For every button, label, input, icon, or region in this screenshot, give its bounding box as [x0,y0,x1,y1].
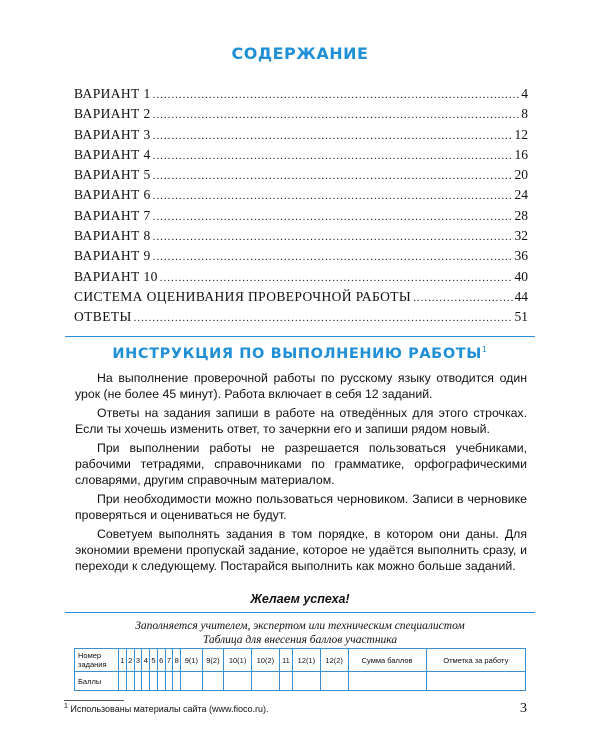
score-column-header: 10(1) [224,649,252,672]
toc-leader-dots [153,231,513,243]
toc-leader-dots [153,211,513,223]
score-note-line2: Таблица для внесения баллов участника [202,634,398,646]
toc-item-label: ВАРИАНТ 5 [74,167,151,183]
toc-item-page: 51 [514,309,528,325]
score-cell[interactable] [150,672,158,691]
score-cell[interactable] [173,672,181,691]
score-column-header: 4 [142,649,150,672]
toc-leader-dots [153,89,520,101]
score-cell[interactable] [126,672,134,691]
toc-item [74,309,528,329]
toc-item-label: СИСТЕМА ОЦЕНИВАНИЯ ПРОВЕРОЧНОЙ РАБОТЫ [74,288,412,304]
score-row-label: Баллы [75,672,119,691]
toc-item [74,106,528,126]
score-table-values-row [75,672,526,691]
score-column-header: 10(2) [251,649,279,672]
score-cell[interactable] [157,672,165,691]
toc-leader-dots [153,190,513,202]
instructions-footnote-mark: 1 [481,345,488,354]
table-of-contents [74,86,528,330]
instructions-title [0,345,600,362]
toc-item [74,289,528,309]
toc-leader-dots [160,272,513,284]
score-table-header-row [75,649,526,672]
footnote [64,703,269,714]
score-cell[interactable] [251,672,279,691]
toc-item-label: ВАРИАНТ 1 [74,86,151,101]
section-divider [65,612,535,613]
toc-title: СОДЕРЖАНИЕ [231,44,369,63]
instructions-paragraph: При выполнении работы не разрешается пользоваться учебниками, рабочими тетрадями, справочниками по грамматике, орфографическими словарями, другим справочным материалом. [75,441,527,487]
score-cell[interactable] [348,672,426,691]
score-cell[interactable] [165,672,173,691]
footnote-mark: 1 [64,703,68,710]
page-number: 3 [520,701,527,716]
score-column-header: 12(2) [320,649,348,672]
score-note [75,619,525,647]
toc-item-page: 24 [514,187,528,203]
toc-leader-dots [134,312,513,324]
toc-item-label: ВАРИАНТ 8 [74,228,151,244]
toc-item [74,147,528,167]
instructions-paragraph: При необходимости можно пользоваться черновиком. Записи в черновике проверяться и оцениваться не будут. [75,492,527,522]
toc-item [74,208,528,228]
score-column-header: 11 [279,649,292,672]
instructions-paragraph: Советуем выполнять задания в том порядке, в котором они даны. Для экономии времени пропускай задание, которое не удаётся выполнить сразу, и переходи к следующему. Постарайся выполнить как можно больше заданий. [75,527,527,573]
toc-item [74,228,528,248]
score-column-header: 8 [173,649,181,672]
toc-leader-dots [153,109,520,121]
score-table [74,648,526,691]
toc-item-label: ВАРИАНТ 6 [74,187,151,203]
score-column-header: 1 [119,649,127,672]
instructions-body [75,370,527,577]
instructions-title-text: ИНСТРУКЦИЯ ПО ВЫПОЛНЕНИЮ РАБОТЫ [112,345,482,362]
toc-leader-dots [153,170,513,182]
score-cell[interactable] [119,672,127,691]
toc-item-page: 4 [521,86,528,101]
score-cell[interactable] [224,672,252,691]
toc-item [74,86,528,106]
toc-item-page: 40 [514,268,528,284]
score-column-header: 7 [165,649,173,672]
score-cell[interactable] [320,672,348,691]
toc-item-label: ВАРИАНТ 3 [74,126,151,142]
toc-item-label: ВАРИАНТ 10 [74,268,158,284]
score-cell[interactable] [142,672,150,691]
toc-item [74,248,528,268]
toc-item-page: 20 [514,167,528,183]
score-column-header: 12(1) [292,649,320,672]
toc-item [74,187,528,207]
score-column-header: 3 [134,649,142,672]
instructions-paragraph: На выполнение проверочной работы по русскому языку отводится один урок (не более 45 минут). Работа включает в себя 12 заданий. [75,371,527,401]
instructions-paragraph: Ответы на задания запиши в работе на отведённых для этого строчках. Если ты хочешь изменить ответ, то зачеркни его и запиши рядом новый. [75,406,527,436]
toc-leader-dots [153,251,513,263]
footnote-rule [64,700,124,701]
toc-item-page: 8 [521,106,528,122]
toc-item-label: ВАРИАНТ 9 [74,248,151,264]
score-cell[interactable] [279,672,292,691]
toc-item-page: 44 [514,288,528,304]
score-column-header: 5 [150,649,158,672]
score-cell[interactable] [292,672,320,691]
toc-item-label: ОТВЕТЫ [74,309,132,325]
toc-item-label: ВАРИАНТ 2 [74,106,151,122]
toc-item-label: ВАРИАНТ 4 [74,146,151,162]
score-cell[interactable] [202,672,224,691]
score-column-header: 9(1) [181,649,203,672]
score-column-header: 2 [126,649,134,672]
score-cell[interactable] [134,672,142,691]
toc-item-label: ВАРИАНТ 7 [74,207,151,223]
score-column-header: Отметка за работу [426,649,525,672]
footnote-text: Использованы материалы сайта (www.fioco.ru). [70,704,269,714]
toc-item-page: 12 [514,126,528,142]
toc-item-page: 36 [514,248,528,264]
toc-item [74,167,528,187]
toc-leader-dots [153,150,513,162]
toc-leader-dots [153,130,513,142]
good-luck-text: Желаем успеха! [250,592,350,606]
score-column-header: 9(2) [202,649,224,672]
toc-item-page: 16 [514,146,528,162]
score-header-label: Номер задания [75,649,119,672]
score-column-header: Сумма баллов [348,649,426,672]
section-divider [65,336,535,337]
score-column-header: 6 [157,649,165,672]
toc-item-page: 32 [514,228,528,244]
score-cell[interactable] [181,672,203,691]
score-note-line1: Заполняется учителем, экспертом или техническим специалистом [135,620,465,632]
toc-leader-dots [413,292,512,304]
toc-item [74,127,528,147]
toc-item-page: 28 [514,207,528,223]
toc-item [74,269,528,289]
score-cell[interactable] [426,672,525,691]
